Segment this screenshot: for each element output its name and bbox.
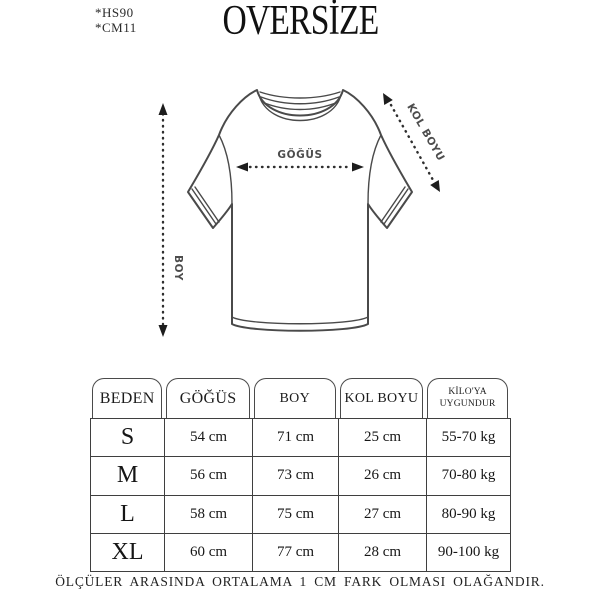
right-cuff-line-1 (384, 189, 408, 224)
back-collar-line-1 (260, 92, 340, 98)
length-cell: 71 cm (253, 419, 339, 457)
sleeve-arrowhead-top (383, 93, 393, 105)
left-cuff-line-1 (192, 189, 216, 224)
tshirt-diagram-svg (150, 72, 450, 352)
size-cell: M (91, 457, 165, 495)
sleeve-cell: 25 cm (339, 419, 427, 457)
table-row-l (91, 495, 511, 533)
title-container (0, 0, 600, 44)
column-header-beden: BEDEN (92, 378, 162, 418)
column-header-boy: BOY (254, 378, 336, 418)
chest-arrowhead-right (352, 163, 364, 172)
sleeve-measure-label: KOL BOYU (404, 101, 447, 164)
left-cuff-line-2 (195, 187, 219, 222)
table-row-m (91, 457, 511, 495)
length-cell: 77 cm (253, 533, 339, 571)
column-header-kiloya-uygundur: KİLO'YA UYGUNDUR (427, 378, 508, 418)
size-cell: S (91, 419, 165, 457)
page-title: OVERSİZE (222, 0, 378, 44)
tshirt-measurement-diagram (150, 72, 450, 352)
chest-cell: 56 cm (165, 457, 253, 495)
weight-cell: 55-70 kg (427, 419, 511, 457)
tshirt-outline (188, 90, 412, 331)
product-code-2: *CM11 (95, 19, 137, 35)
weight-cell: 70-80 kg (427, 457, 511, 495)
right-cuff-line-2 (381, 187, 405, 222)
chest-cell: 54 cm (165, 419, 253, 457)
size-table-header (90, 378, 510, 418)
weight-cell: 90-100 kg (427, 533, 511, 571)
length-cell: 73 cm (253, 457, 339, 495)
weight-cell: 80-90 kg (427, 495, 511, 533)
right-armhole-seam (368, 135, 381, 204)
table-row-xl (91, 533, 511, 571)
left-armhole-seam (219, 135, 232, 204)
sleeve-arrowhead-bottom (430, 180, 440, 192)
chest-cell: 58 cm (165, 495, 253, 533)
size-cell: XL (91, 533, 165, 571)
size-cell: L (91, 495, 165, 533)
chest-cell: 60 cm (165, 533, 253, 571)
sleeve-cell: 27 cm (339, 495, 427, 533)
sleeve-cell: 26 cm (339, 457, 427, 495)
tolerance-note: ÖLÇÜLER ARASINDA ORTALAMA 1 CM FARK OLMASI OLAĞANDIR. (55, 574, 545, 589)
product-code-1: *HS90 (95, 5, 134, 20)
length-measure-label: BOY (172, 255, 184, 281)
hem-band-line (232, 317, 368, 324)
length-arrowhead-top (159, 103, 168, 115)
chest-measure-label: GÖĞÜS (277, 149, 323, 161)
chest-arrowhead-left (236, 163, 248, 172)
table-row-s (91, 419, 511, 457)
column-header-gogus: GÖĞÜS (166, 378, 250, 418)
sleeve-cell: 28 cm (339, 533, 427, 571)
column-header-kol-boyu: KOL BOYU (340, 378, 424, 418)
length-cell: 75 cm (253, 495, 339, 533)
length-arrowhead-bottom (159, 325, 168, 337)
size-table (90, 418, 511, 572)
